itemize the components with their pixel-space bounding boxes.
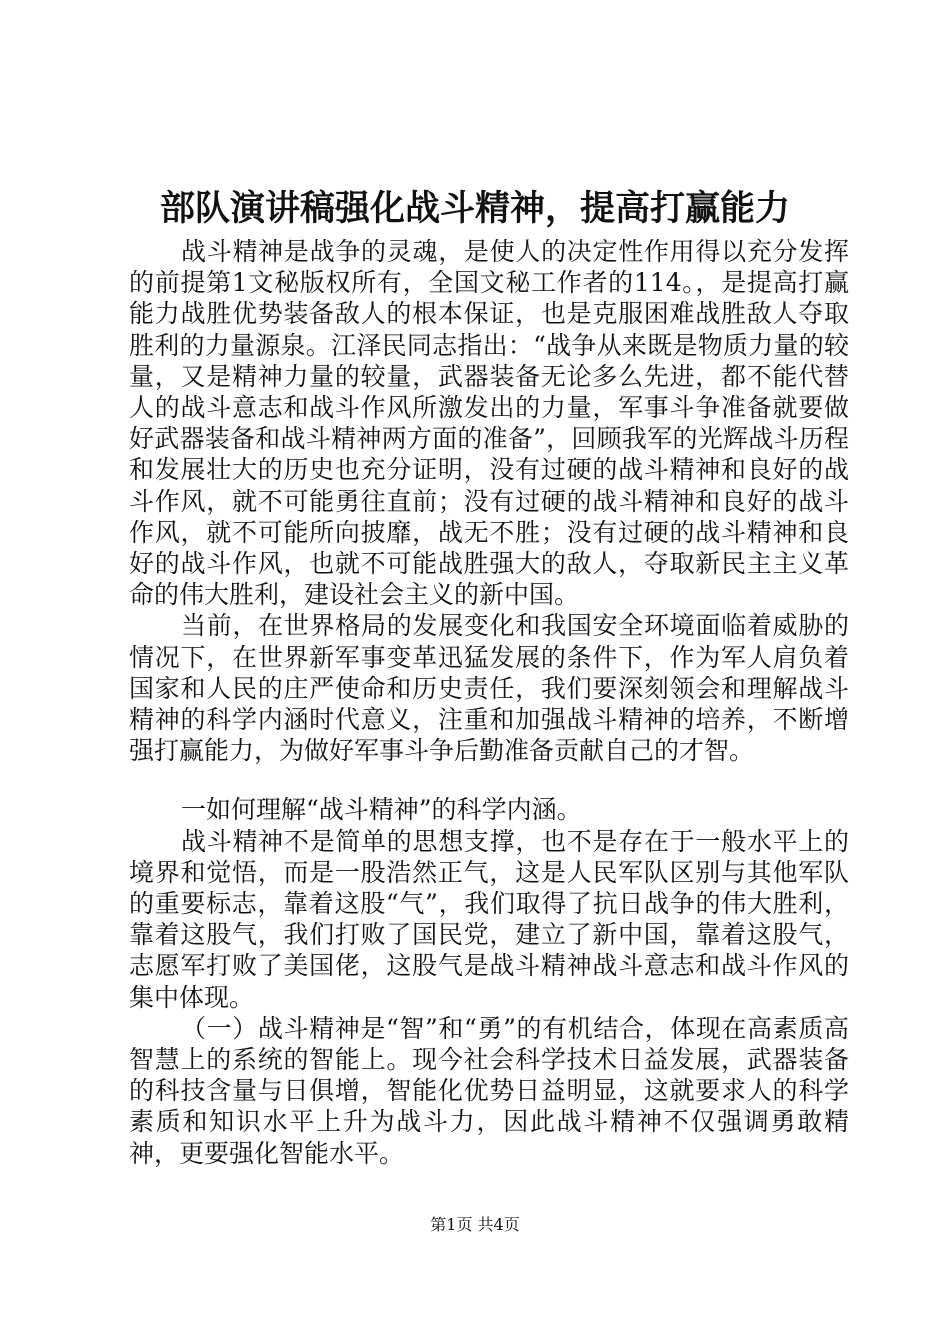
section-heading-1: 一如何理解“战斗精神”的科学内涵。 bbox=[181, 795, 582, 825]
paragraph-spacer bbox=[129, 766, 849, 794]
paragraph-4: （一）战斗精神是“智”和“勇”的有机结合，体现在高素质高智慧上的系统的智能上。现今社会科学技术日益发展，武器装备的科技含量与日俱增，智能化优势日益明显，这就要求人的科学素质和知识水平上升为战斗力，因此战斗精神不仅强调勇敢精神，更要强化智能水平。 bbox=[129, 1013, 849, 1168]
paragraph-3: 战斗精神不是简单的思想支撑，也不是存在于一般水平上的境界和觉悟，而是一股浩然正气，这是人民军队区别与其他军队的重要标志，靠着这股“气”，我们取得了抗日战争的伟大胜利，靠着这股气，我们打败了国民党，建立了新中国，靠着这股气，志愿军打败了美国佬，这股气是战斗精神战斗意志和战斗作风的集中体现。 bbox=[129, 826, 849, 1012]
document-body bbox=[129, 236, 849, 1169]
page-footer: 第1页 共4页 bbox=[430, 1215, 520, 1234]
paragraph-2: 当前，在世界格局的发展变化和我国安全环境面临着威胁的情况下，在世界新军事变革迅猛发展的条件下，作为军人肩负着国家和人民的庄严使命和历史责任，我们要深刻领会和理解战斗精神的科学内涵时代意义，注重和加强战斗精神的培养，不断增强打赢能力，为做好军事斗争后勤准备贡献自己的才智。 bbox=[129, 611, 849, 766]
document-title: 部队演讲稿强化战斗精神，提高打赢能力 bbox=[159, 188, 790, 229]
paragraph-1: 战斗精神是战争的灵魂，是使人的决定性作用得以充分发挥的前提第1文秘版权所有，全国文秘工作者的114。，是提高打赢能力战胜优势装备敌人的根本保证，也是克服困难战胜敌人夺取胜利的力量源泉。江泽民同志指出：“战争从来既是物质力量的较量，又是精神力量的较量，武器装备无论多么先进，都不能代替人的战斗意志和战斗作风所激发出的力量，军事斗争准备就要做好武器装备和战斗精神两方面的准备”，回顾我军的光辉战斗历程和发展壮大的历史也充分证明，没有过硬的战斗精神和良好的战斗作风，就不可能勇往直前；没有过硬的战斗精神和良好的战斗作风，就不可能所向披靡，战无不胜；没有过硬的战斗精神和良好的战斗作风，也就不可能战胜强大的敌人，夺取新民主主义革命的伟大胜利，建设社会主义的新中国。 bbox=[129, 237, 849, 610]
